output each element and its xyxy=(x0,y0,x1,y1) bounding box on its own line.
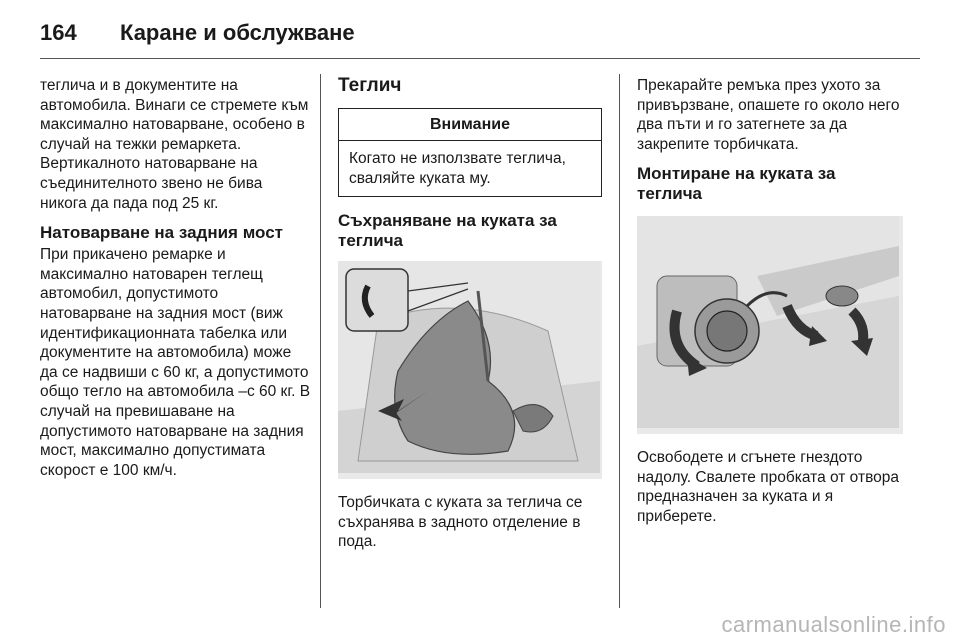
section-heading: Натоварване на задния мост xyxy=(40,223,283,243)
column-divider xyxy=(619,74,620,608)
tow-socket-illustration xyxy=(637,216,903,434)
warning-text: Когато не използвате теглича, сваляйте куката му. xyxy=(349,150,566,187)
tow-hook-bag-drawing xyxy=(338,261,600,473)
column-divider xyxy=(320,74,321,608)
warning-box xyxy=(338,108,602,198)
page-header xyxy=(40,14,920,59)
watermark: carmanualsonline.info xyxy=(721,612,946,637)
body-paragraph: Прекарайте ремъка през ухото за привързване, опашете го около него два пъти и го затегнете за да закрепите торбичката. xyxy=(637,77,900,153)
figure-caption: Освободете и сгънете гнездото надолу. Свалете пробката от отвора предназначен за куката и я приберете. xyxy=(637,448,899,525)
chapter-title: Каране и обслужване xyxy=(120,20,355,45)
page-number: 164 xyxy=(40,20,77,45)
figure-caption: Торбичката с куката за теглича се съхранява в задното отделение в пода. xyxy=(338,493,583,551)
left-column xyxy=(40,76,312,490)
section-heading: Монтиране на куката за теглича xyxy=(637,164,836,204)
warning-title: Внимание xyxy=(339,109,601,142)
tow-socket-drawing xyxy=(637,216,899,428)
section-title: Теглич xyxy=(338,75,402,96)
body-paragraph: теглича и в документите на автомобила. Винаги се стремете към максимално натоварване, особено в случай на тежки ремаркета. Вертикалното натоварване на съединителното звено не бива никога да пада под 25 кг. xyxy=(40,77,309,212)
middle-column xyxy=(338,76,602,562)
section-heading: Съхраняване на куката за теглича xyxy=(338,211,557,251)
tow-hook-bag-illustration xyxy=(338,261,602,479)
right-column xyxy=(637,76,903,536)
body-paragraph: При прикачено ремарке и максимално натоварен теглещ автомобил, допустимото натоварване на задния мост (виж идентификационната табелка или документите на автомобила) може да се надвиши с 60 кг, а допустимото общо тегло на автомобила –с 60 кг. В случай на превишаване на допустимото натоварване на задния мост, максимално допустимата скорост е 100 км/ч. xyxy=(40,246,311,479)
